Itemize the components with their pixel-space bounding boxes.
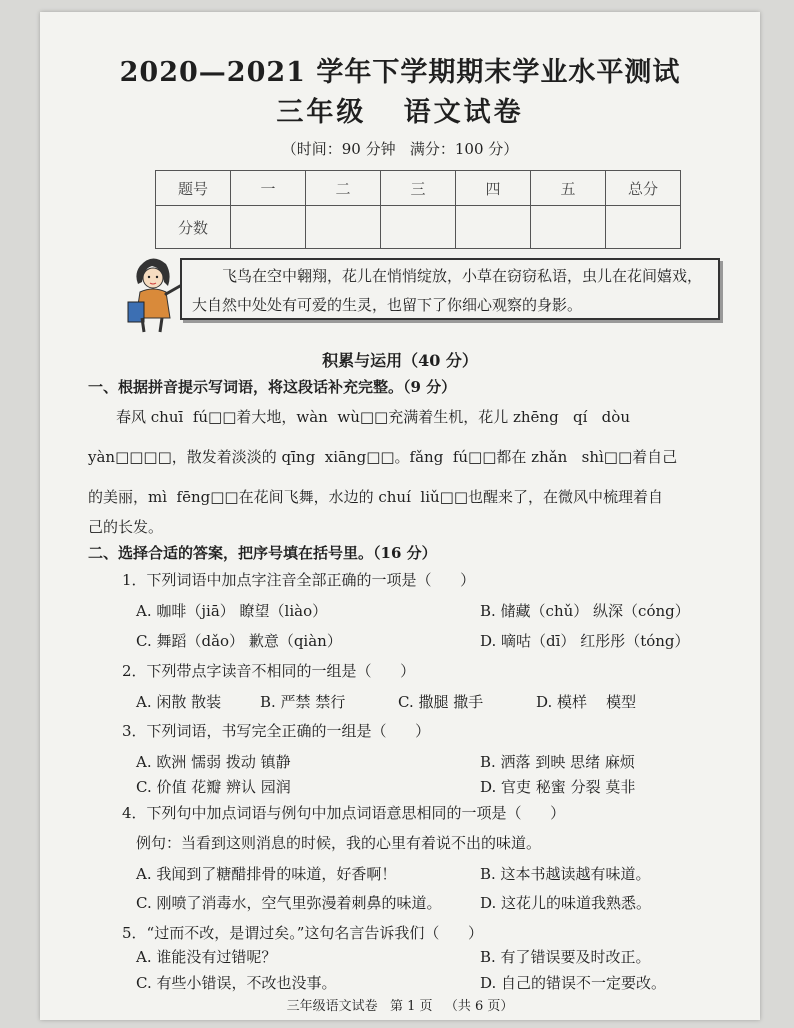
q1-option-a[interactable]: A. 咖啡（jiā） 瞭望（liào） [136, 602, 328, 620]
q4-example: 例句：当看到这则消息的时候，我的心里有着说不出的味道。 [136, 834, 542, 852]
score-table-col: 三 [381, 171, 456, 206]
part1-heading: 一、根据拼音提示写词语，将这段话补充完整。（9 分） [88, 378, 457, 396]
score-table-col: 五 [531, 171, 606, 206]
score-table-score-label: 分数 [156, 206, 231, 249]
q4-stem: 4．下列句中加点词语与例句中加点词语意思相同的一项是（ ） [122, 804, 566, 822]
q3-stem: 3．下列词语，书写完全正确的一组是（ ） [122, 722, 431, 740]
q2-option-d[interactable]: D. 模样 模型 [536, 693, 637, 711]
score-table-col: 总分 [606, 171, 681, 206]
score-table-row-header: 题号 [156, 171, 231, 206]
q2-stem: 2．下列带点字读音不相同的一组是（ ） [122, 662, 416, 680]
q1-option-c[interactable]: C. 舞蹈（dǎo） 歉意（qiàn） [136, 632, 342, 650]
score-cell[interactable] [531, 206, 606, 249]
score-cell[interactable] [231, 206, 306, 249]
q5-option-d[interactable]: D. 自己的错误不一定要改。 [480, 974, 667, 992]
score-table-score-row [156, 206, 681, 249]
part1-line: 己的长发。 [88, 518, 164, 536]
score-cell[interactable] [381, 206, 456, 249]
exam-title: 2020—2021 学年下学期期末学业水平测试 [119, 57, 681, 88]
q1-option-d[interactable]: D. 嘀咕（dī） 红彤彤（tóng） [480, 632, 690, 650]
q5-option-b[interactable]: B. 有了错误要及时改正。 [480, 948, 651, 966]
part1-line: 春风 chuī fú□□着大地，wàn wù□□充满着生机，花儿 zhēng qí dòu [116, 408, 630, 426]
exam-paper [40, 12, 760, 1020]
q4-option-c[interactable]: C. 刚喷了消毒水，空气里弥漫着刺鼻的味道。 [136, 894, 442, 912]
q1-option-b[interactable]: B. 储藏（chǔ） 纵深（cóng） [480, 602, 690, 620]
page-footer: 三年级语文试卷 第 1 页 （共 6 页） [286, 999, 514, 1014]
q4-option-b[interactable]: B. 这本书越读越有味道。 [480, 865, 651, 883]
score-table-col: 二 [306, 171, 381, 206]
q3-option-c[interactable]: C. 价值 花瓣 辨认 园润 [136, 778, 291, 796]
exam-info: （时间：90 分钟 满分：100 分） [281, 140, 519, 158]
q1-stem: 1．下列词语中加点字注音全部正确的一项是（ ） [122, 571, 476, 589]
q5-option-c[interactable]: C. 有些小错误，不改也没事。 [136, 974, 337, 992]
q5-stem: 5．“过而不改，是谓过矣。”这句名言告诉我们（ ） [122, 924, 483, 942]
q2-option-c[interactable]: C. 撒腿 撒手 [398, 693, 484, 711]
score-cell[interactable] [456, 206, 531, 249]
part1-line: yàn□□□□，散发着淡淡的 qīng xiāng□□。fǎng fú□□都在 zhǎn shì□□着自己 [88, 448, 678, 466]
part2-heading: 二、选择合适的答案，把序号填在括号里。（16 分） [88, 544, 437, 562]
q4-option-a[interactable]: A. 我闻到了糖醋排骨的味道，好香啊！ [136, 865, 397, 883]
q3-option-d[interactable]: D. 官吏 秘蜜 分裂 莫非 [480, 778, 636, 796]
q3-option-a[interactable]: A. 欧洲 懦弱 拨动 镇静 [136, 753, 291, 771]
teacher-illustration-icon [122, 252, 182, 334]
part1-line: 的美丽，mì fēng□□在花间飞舞，水边的 chuí liǔ□□也醒来了，在微风中梳理着自 [88, 488, 664, 506]
q2-option-b[interactable]: B. 严禁 禁行 [260, 693, 346, 711]
score-table-header-row [156, 171, 681, 206]
score-cell[interactable] [306, 206, 381, 249]
intro-text: 飞鸟在空中翱翔，花儿在悄悄绽放，小草在窃窃私语，虫儿在花间嬉戏，大自然中处处有可爱的生灵，也留下了你细心观察的身影。 [192, 267, 703, 314]
score-table-col: 四 [456, 171, 531, 206]
exam-subtitle: 三年级 语文试卷 [276, 97, 524, 128]
q3-option-b[interactable]: B. 洒落 到映 思绪 麻烦 [480, 753, 635, 771]
section-title: 积累与运用（40 分） [322, 351, 478, 370]
score-table [155, 170, 681, 249]
intro-box [180, 258, 720, 320]
q2-option-a[interactable]: A. 闲散 散装 [136, 693, 222, 711]
q4-option-d[interactable]: D. 这花儿的味道我熟悉。 [480, 894, 652, 912]
score-table-col: 一 [231, 171, 306, 206]
score-cell[interactable] [606, 206, 681, 249]
q5-option-a[interactable]: A. 谁能没有过错呢？ [136, 948, 277, 966]
